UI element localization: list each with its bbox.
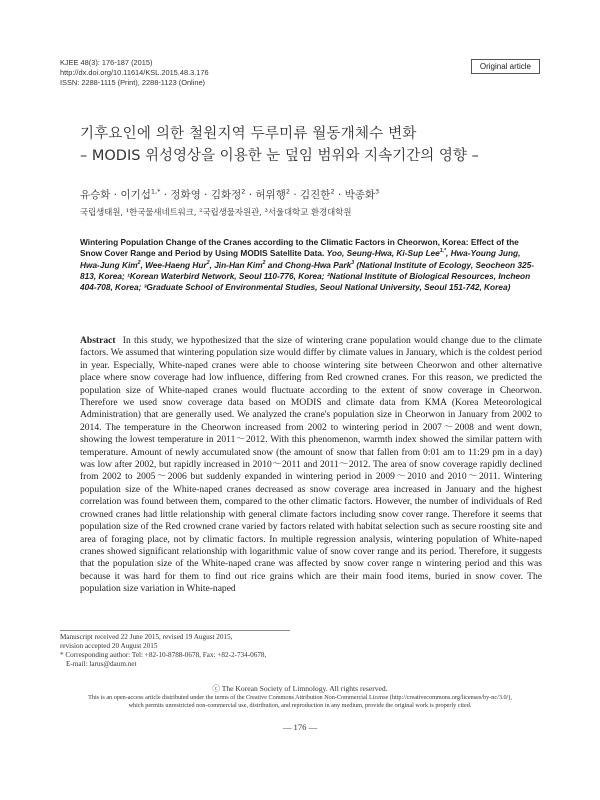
author-sup: 2 [262, 259, 266, 266]
author-sep: · [289, 189, 300, 201]
received-dates: Manuscript received 22 June 2015, revised 19 August 2015, [60, 633, 233, 641]
article-type-badge: Original article [471, 59, 540, 74]
english-author: and Chong-Hwa Park [265, 259, 352, 270]
author-name: 정화영 [170, 189, 201, 201]
author-sep: · [160, 189, 171, 201]
license-notice [40, 694, 560, 710]
english-author: , Jin-Han Kim [209, 259, 263, 270]
korean-affiliations: 국립생태원, ¹한국물새네트워크, ²국립생물자원관, ³서울대학교 환경대학원 [80, 207, 352, 217]
korean-title-main: 기후요인에 의한 철원지역 두루미류 월동개체수 변화 [80, 126, 417, 142]
accepted-date: revision accepted 20 August 2015 [60, 642, 158, 650]
author-sup: 2 [330, 187, 335, 196]
author-sup: 3 [351, 259, 355, 266]
korean-title [80, 124, 540, 166]
author-sup: 2 [137, 259, 141, 266]
journal-citation: KJEE 48(3): 176-187 (2015) [60, 58, 153, 67]
page-number: — 176 — [282, 722, 318, 732]
footnote-divider [60, 630, 290, 631]
english-affiliations: (National Institute of Ecology, Seocheon 325-813, Korea; ¹Korean Waterbird Network, Seoul 110-776, Korea; ²National Institute of Biological Resources, Incheon 404-708, Korea; ³Graduate School of Environmental Studies, Seoul National University, Seoul 151-742, Korea) [80, 259, 535, 293]
journal-meta [60, 58, 209, 88]
english-title-block [80, 237, 542, 293]
issn: ISSN: 2288-1115 (Print), 2288-1123 (Online) [60, 78, 206, 87]
author-sup: 1,* [150, 187, 161, 196]
english-author-lead: Yoo, Seung-Hwa, Ki-Sup Lee [326, 248, 440, 259]
author-sep: · [245, 189, 256, 201]
author-name: 유승화 [80, 189, 111, 201]
abstract-text: In this study, we hypothesized that the size of wintering crane population would change due to the climate factors. We assumed that wintering population size would differ by climate values in January, which is the coldest period in year. Especially, White-naped cranes were able to choose wintering site between Cheorwon and other alternative place where snow coverage had low influence, differing from Red crowned cranes. For this reason, we predicted the population size of White-naped cranes would fluctuate according to the extent of snow coverage in Cheorwon. Therefore we used snow coverage data based on MODIS and climate data from KMA (Korea Meteorological Administration) that are generally used. We analyzed the crane's population size in Cheorwon in January from 2002 to 2014. The temperature in the Cheorwon increased from 2002 to wintering period in 2007～2008 and went down, showing the lowest temperature in 2011～2012. With this phenomenon, warmth index showed the similar pattern with temperature. Amount of newly accumulated snow (the amount of snow that fallen from 0:01 am to 11:29 pm in a day) was low after 2002, but rapidly increased in 2010～2011 and 2011～2012. The area of snow coverage rapidly declined from 2002 to 2005～2006 but suddenly expanded in wintering period in 2009～2010 and 2010～2011. Wintering population size of the White-naped cranes decreased as snow coverage area increased in January and the highest correlation was found between them, compared to the other climatic factors. However, the number of individuals of Red crowned cranes had little relationship with general climate factors including snow cover range. Therefore it seems that population size of the Red crowned crane varied by factors related with habitat selection such as secure roosting site and area of foraging place, not by climatic factors. In multiple regression analysis, wintering population of White-naped cranes showed significant relationship with logarithmic value of snow cover range and its period. Therefore, it suggests that the population size of the White-naped crane was affected by snow cover range n wintering period and this was because it was hard for them to find out rice grains which are their main food items, buried in snow cover. The population size variation in White-naped [80, 335, 543, 595]
author-sup: 2 [285, 187, 290, 196]
author-name: 김화정 [210, 189, 242, 201]
author-sup: 2 [206, 259, 210, 266]
english-author: , Hwa-Young Jung, Hwa-Jung Kim [80, 248, 521, 270]
author-sup: 1,* [439, 248, 447, 255]
author-sep: · [334, 189, 345, 201]
author-name: 허위행 [255, 189, 286, 201]
corresponding-author: * Corresponding author: Tel: +82-10-8788-0678, Fax: +82-2-734-0678, [60, 651, 267, 659]
korean-authors [80, 187, 540, 202]
author-name: 박종화 [344, 189, 376, 201]
author-name: 김진한 [300, 189, 331, 201]
license-line: which permits unrestricted non-commercial use, distribution, and reproduction in any medium, provide the original work is properly cited. [128, 702, 472, 710]
author-sep: · [200, 189, 211, 201]
english-author: , Wee-Haeng Hur [140, 259, 207, 270]
english-title: Wintering Population Change of the Cranes according to the Climatic Factors in Cheorwon, Korea: Effect of the Snow Cover Range and Period by Using MODIS Satellite Data. [80, 237, 519, 259]
author-email[interactable]: E-mail: larus@daum.net [66, 660, 137, 668]
author-sep: · [110, 189, 121, 201]
doi-link[interactable]: http://dx.doi.org/10.11614/KSL.2015.48.3.176 [60, 68, 209, 77]
license-line: This is an open-access article distributed under the terms of the Creative Commons Attribution Non-Commercial License (http://creativecommons.org/licenses/by-nc/3.0/), [88, 694, 512, 701]
author-sup: 3 [375, 187, 380, 196]
copyright: ⓒ The Korean Society of Limnology. All rights reserved. [212, 684, 388, 693]
abstract [80, 335, 542, 596]
footnote [60, 633, 266, 669]
author-name: 이기섭 [120, 189, 151, 201]
author-sup: 2 [241, 187, 246, 196]
korean-title-sub: – MODIS 위성영상을 이용한 눈 덮임 범위와 지속기간의 영향 – [80, 148, 479, 164]
abstract-label: Abstract [80, 335, 116, 346]
